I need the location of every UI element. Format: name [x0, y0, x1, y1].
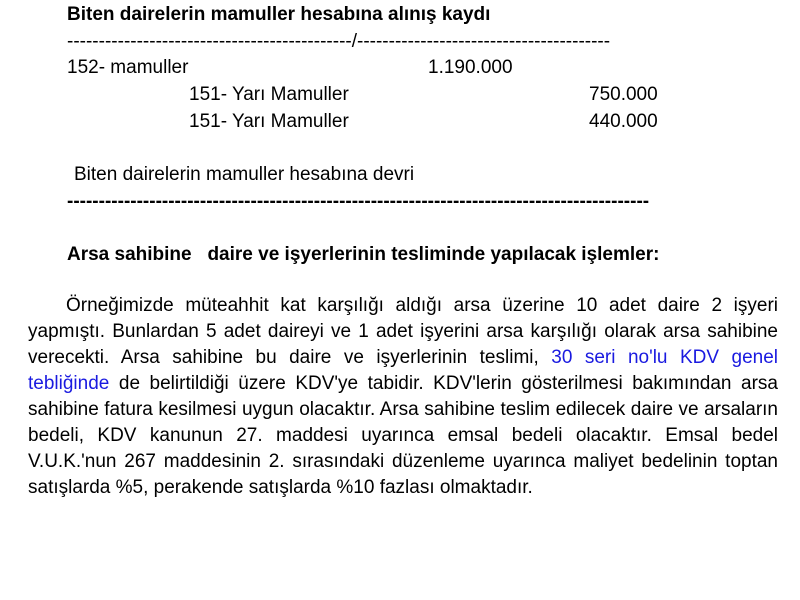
- paragraph-text-end: de belirtildiği üzere KDV'ye tabidir. KDV'lerin gösterilmesi bakımından arsa sahibine fatura kesilmesi uygun olacaktır. Arsa sahibine teslim edilecek daire ve arsaların bedeli, KDV kanunun 27. maddesi uyarınca emsal bedeli olacaktır. Emsal bedel V.U.K.'nun 267 maddesinin 2. sırasındaki düzenleme uyarınca maliyet bedelinin toptan satışlarda %5, perakende satışlarda %10 fazlası olmaktadır.: [28, 373, 778, 498]
- kdv-communique-link[interactable]: 30 seri no'lu KDV genel tebliğinde: [28, 347, 778, 394]
- credit-amount-1: 750.000: [589, 84, 658, 105]
- entry1-separator: ---------------------------------------------/----------------------------------------: [67, 31, 611, 52]
- paragraph-text-start: Örneğimizde müteahhit kat karşılığı aldığı arsa üzerine 10 adet daire 2 işyeri yapmıştı. Bunlardan 5 adet daireyi ve 1 adet işyerini arsa karşılığı olarak arsa sahibine verecekti. Arsa sahibine bu daire ve işyerlerinin teslimi,: [28, 295, 778, 368]
- entry2-description: Biten dairelerin mamuller hesabına devri: [74, 164, 415, 185]
- credit-account-1: 151- Yarı Mamuller: [189, 84, 349, 105]
- entry2-separator: --------------------------------------------------------------------------------------------: [67, 191, 650, 212]
- credit-amount-2: 440.000: [589, 111, 658, 132]
- entry1-title: Biten dairelerin mamuller hesabına alınış kaydı: [67, 4, 491, 25]
- body-paragraph: [28, 293, 778, 501]
- section-heading: Arsa sahibine daire ve işyerlerinin tesliminde yapılacak işlemler:: [67, 244, 660, 265]
- debit-account: 152- mamuller: [67, 57, 189, 78]
- debit-amount: 1.190.000: [428, 57, 513, 78]
- credit-account-2: 151- Yarı Mamuller: [189, 111, 349, 132]
